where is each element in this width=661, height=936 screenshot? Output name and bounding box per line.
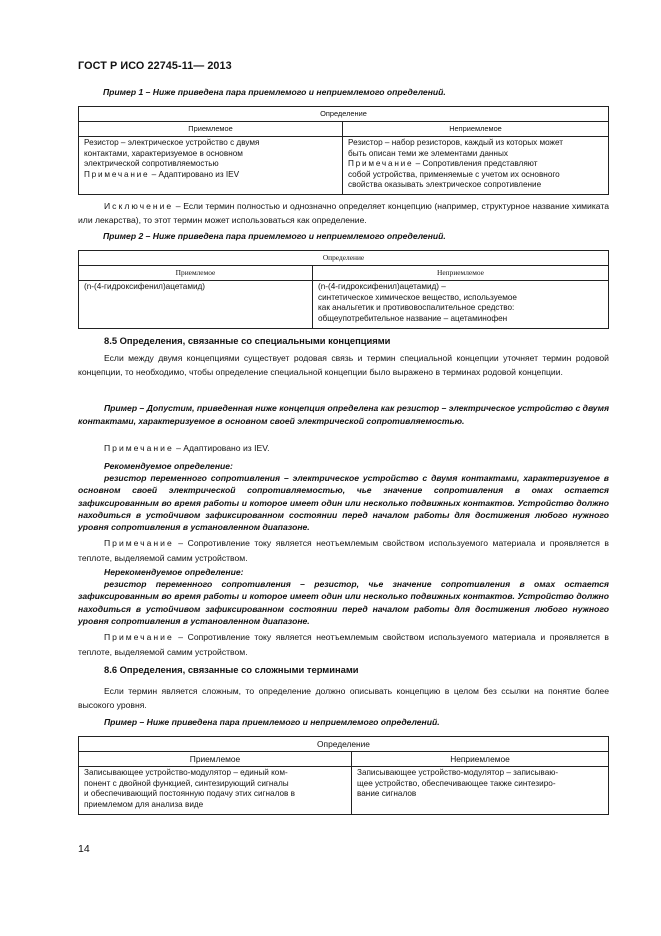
example-2-intro: Пример 2 – Ниже приведена пара приемлемого и неприемлемого определений. bbox=[103, 231, 446, 241]
cell-line: Записывающее устройство-модулятор – единый ком- bbox=[84, 768, 288, 777]
cell-line: понент с двойной функцией, синтезирующий сигналы bbox=[84, 778, 289, 788]
note-label: Примечание bbox=[348, 159, 414, 169]
note-text: – Сопротивление току является неотъемлемым свойством используемого материала и проявляется в теплоте, выделяемой самим устройством. bbox=[78, 538, 609, 563]
cell-unacceptable bbox=[343, 137, 609, 195]
exception-paragraph bbox=[78, 200, 609, 227]
page-number: 14 bbox=[78, 843, 90, 855]
note-text: – Сопротивления представляют bbox=[413, 159, 538, 169]
cell-line: быть описан теми же элементами данных bbox=[348, 148, 508, 158]
cell-line: Записывающее устройство-модулятор – записываю- bbox=[357, 768, 559, 777]
cell-line: электрической сопротивляемостью bbox=[84, 159, 219, 169]
note-label: Примечание bbox=[104, 538, 174, 548]
cell-line: щее устройство, обеспечивающее также синтезиро- bbox=[357, 778, 556, 788]
non-recommended-definition: резистор переменного сопротивления – резистор, чье значение сопротивления в омах остается зафиксированным во время работы и которое имеет один или несколько подвижных контактов. Устройство должно находиться в устойчивом зафиксированном состоянии перед началом работы для достижения любого нужного уровня сопротивления в установленном диапазоне. bbox=[78, 579, 609, 626]
cell-line: свойства оказывать электрическое сопротивление bbox=[348, 180, 542, 190]
table-title: Определение bbox=[79, 251, 609, 266]
cell-line: вание сигналов bbox=[357, 789, 417, 799]
column-header-acceptable: Приемлемое bbox=[79, 266, 313, 281]
page-header: ГОСТ Р ИСО 22745-11— 2013 bbox=[78, 60, 232, 72]
cell-line: синтетическое химическое вещество, используемое bbox=[318, 292, 517, 302]
column-header-acceptable: Приемлемое bbox=[79, 752, 352, 767]
column-header-unacceptable: Неприемлемое bbox=[343, 122, 609, 137]
example-1-table bbox=[78, 106, 609, 195]
note-3 bbox=[78, 630, 609, 660]
cell-line: (n-(4-гидроксифенил)ацетамид) bbox=[84, 282, 206, 291]
column-header-unacceptable: Неприемлемое bbox=[313, 266, 609, 281]
cell-acceptable bbox=[79, 137, 343, 195]
section-8-5-example: Пример – Допустим, приведенная ниже концепция определена как резистор – электрическое устройство с двумя контактами, характеризуемое в основном своей электрической сопротивляемостью. bbox=[78, 403, 609, 426]
cell-note bbox=[84, 170, 338, 181]
note-text: – Адаптировано из IEV bbox=[149, 169, 240, 179]
cell-line: Резистор – набор резисторов, каждый из которых может bbox=[348, 138, 564, 147]
section-8-5-heading: 8.5 Определения, связанные со специальными концепциями bbox=[104, 335, 391, 346]
section-8-6-paragraph: Если термин является сложным, то определение должно описывать концепцию в целом без ссылки на понятие более высокого уровня. bbox=[78, 686, 609, 710]
cell-line: приемлемом для анализа виде bbox=[84, 799, 204, 809]
example-1-intro: Пример 1 – Ниже приведена пара приемлемого и неприемлемого определений. bbox=[103, 87, 446, 97]
example-2-table bbox=[78, 250, 609, 329]
cell-line: и обеспечивающий постоянную подачу этих сигналов в bbox=[84, 789, 295, 799]
note-1 bbox=[104, 442, 270, 456]
cell-line: Резистор – электрическое устройство с двумя bbox=[84, 138, 260, 147]
note-text: – Адаптировано из IEV. bbox=[173, 443, 270, 453]
cell-unacceptable bbox=[313, 281, 609, 329]
note-text: – Сопротивление току является неотъемлемым свойством используемого материала и проявляется в теплоте, выделяемой самим устройством. bbox=[78, 632, 609, 657]
section-8-6-heading: 8.6 Определения, связанные со сложными терминами bbox=[104, 664, 359, 675]
cell-line: (n-(4-гидроксифенил)ацетамид) – bbox=[318, 282, 446, 291]
table-title: Определение bbox=[79, 737, 609, 752]
column-header-unacceptable: Неприемлемое bbox=[352, 752, 609, 767]
non-recommended-label: Нерекомендуемое определение: bbox=[104, 567, 244, 577]
recommended-label: Рекомендуемое определение: bbox=[104, 461, 233, 471]
exception-text: – Если термин полностью и однозначно определяет концепцию (например, структурное название химиката или лекарства), то этот термин может использоваться как определение. bbox=[78, 201, 609, 225]
cell-line: общеупотребительное название – ацетаминофен bbox=[318, 313, 508, 323]
section-8-6-table bbox=[78, 736, 609, 815]
note-2 bbox=[78, 536, 609, 566]
note-label: Примечание bbox=[104, 443, 174, 453]
section-8-5-paragraph: Если между двумя концепциями существует родовая связь и термин специальной концепции уточняет термин родовой концепции, то необходимо, чтобы определение специальной концепции было выражено в терминах родовой концепции. bbox=[78, 353, 609, 377]
cell-line: как анальгетик и противовоспалительное средство: bbox=[318, 303, 515, 313]
section-8-6-example-intro: Пример – Ниже приведена пара приемлемого и неприемлемого определений. bbox=[104, 717, 440, 727]
cell-line: собой устройства, применяемые с учетом их основного bbox=[348, 169, 560, 179]
cell-acceptable bbox=[79, 281, 313, 329]
cell-acceptable bbox=[79, 767, 352, 815]
cell-unacceptable bbox=[352, 767, 609, 815]
cell-line: контактами, характеризуемое в основном bbox=[84, 148, 243, 158]
recommended-definition: резистор переменного сопротивления – электрическое устройство с двумя контактами, характеризуемое в основном своей электрической сопротивляемостью, чье значение сопротивления в омах остается зафиксированным во время работы и которое имеет один или несколько подвижных контактов. Устройство должно находиться в устойчивом зафиксированном состоянии перед началом работы для достижения любого нужного уровня сопротивления в установленном диапазоне. bbox=[78, 473, 609, 533]
exception-label: Исключение bbox=[104, 201, 174, 211]
cell-note bbox=[348, 159, 604, 170]
note-label: Примечание bbox=[104, 632, 174, 642]
column-header-acceptable: Приемлемое bbox=[79, 122, 343, 137]
note-label: Примечание bbox=[84, 169, 150, 179]
table-title: Определение bbox=[79, 107, 609, 122]
